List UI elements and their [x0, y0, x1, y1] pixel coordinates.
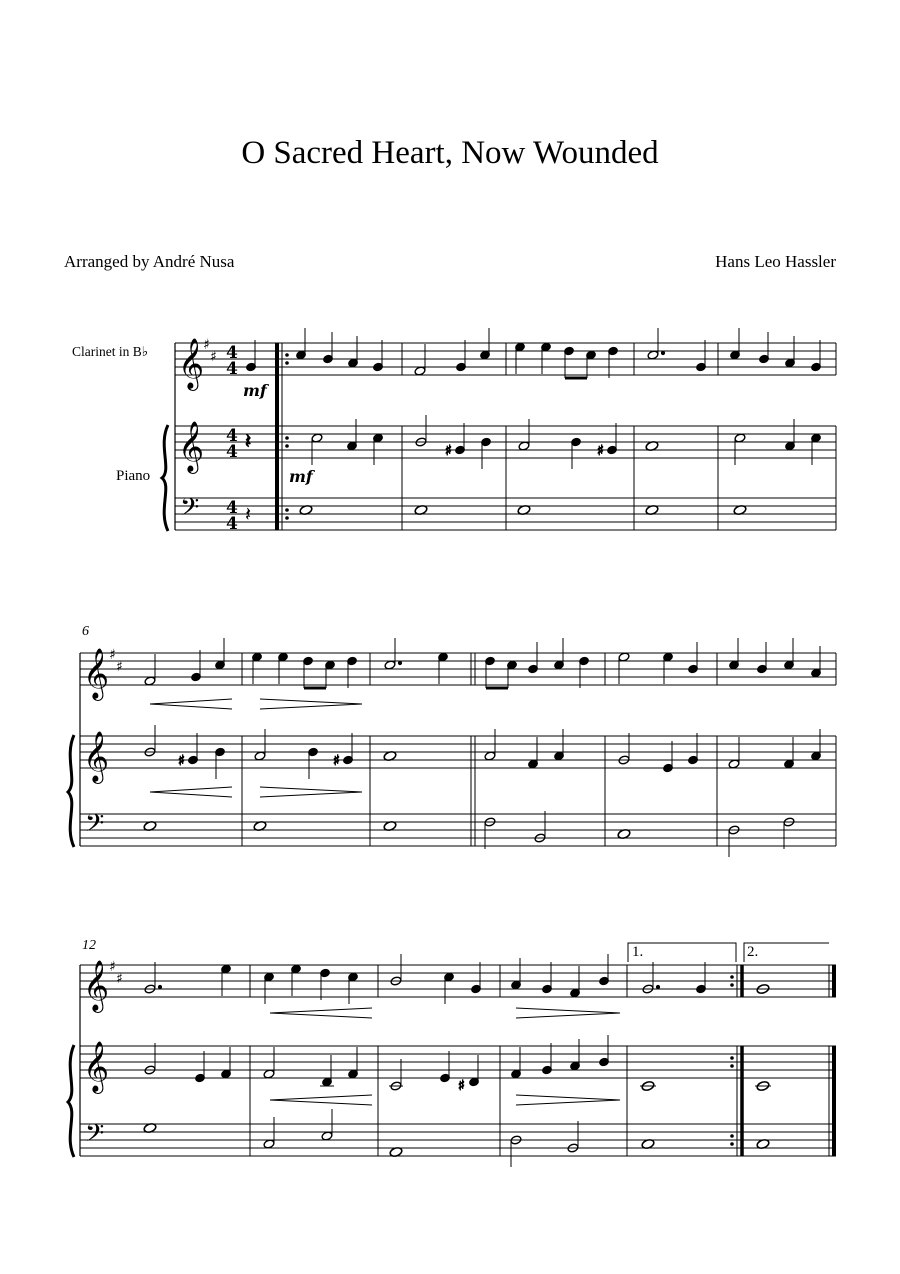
- clarinet-notes-system1: [246, 328, 822, 378]
- piano-bass-staff-system2: [80, 814, 836, 846]
- piano-treble-notes-system3: [144, 1035, 771, 1094]
- hairpins-system2: [150, 699, 362, 797]
- sharp-icon: ♯: [109, 647, 116, 663]
- arranger-credit: Arranged by André Nusa: [64, 252, 235, 271]
- bass-clef-icon: 𝄢: [180, 493, 200, 528]
- clarinet-staff-system3: [80, 965, 836, 997]
- time-signature-bottom: 4: [226, 442, 238, 462]
- piano-brace: [68, 1045, 74, 1157]
- piano-bass-notes-system2: [143, 811, 795, 857]
- svg-text:♯: ♯: [458, 1078, 465, 1094]
- dynamic-mf-clarinet: mf: [243, 381, 267, 400]
- hairpins-system3: [270, 1008, 620, 1105]
- svg-text:♯: ♯: [597, 443, 604, 459]
- sharp-icon: ♯: [210, 349, 217, 365]
- piano-bass-staff-system3: [80, 1124, 836, 1156]
- treble-clef-icon: 𝄞: [178, 421, 205, 472]
- time-signature-top: 4: [226, 343, 238, 363]
- sharp-icon: ♯: [109, 959, 116, 975]
- composer-credit: Hans Leo Hassler: [715, 252, 836, 271]
- volta-first-label: 1.: [632, 944, 644, 960]
- time-signature-top: 4: [226, 426, 238, 446]
- sharp-icon: ♯: [116, 659, 123, 675]
- measure-number-12: 12: [82, 938, 96, 953]
- bass-clef-icon: 𝄢: [85, 1119, 105, 1154]
- clarinet-notes-system2: [144, 638, 821, 688]
- bass-clef-icon: 𝄢: [85, 809, 105, 844]
- volta-second-label: 2.: [747, 944, 759, 960]
- volta-brackets: [628, 943, 829, 962]
- sharp-icon: ♯: [203, 337, 210, 353]
- sharp-icon: ♯: [116, 971, 123, 987]
- instrument-label-piano: Piano: [116, 468, 151, 484]
- svg-text:♯: ♯: [333, 753, 340, 769]
- quarter-rest-icon: 𝄽: [245, 429, 252, 453]
- measure-number-6: 6: [82, 624, 89, 639]
- time-signature-bottom: 4: [226, 359, 238, 379]
- score-title: O Sacred Heart, Now Wounded: [241, 135, 659, 171]
- time-signature-top: 4: [226, 498, 238, 518]
- quarter-rest-icon: 𝄽: [245, 502, 252, 526]
- piano-treble-staff-system3: [80, 1046, 836, 1078]
- piano-brace: [162, 425, 168, 531]
- treble-clef-icon: 𝄞: [83, 731, 110, 782]
- treble-clef-icon: 𝄞: [83, 648, 110, 699]
- piano-bass-notes-system3: [143, 1109, 770, 1167]
- time-signature-bottom: 4: [226, 514, 238, 534]
- svg-text:♯: ♯: [178, 753, 185, 769]
- dynamic-mf-piano: mf: [289, 467, 313, 486]
- treble-clef-icon: 𝄞: [83, 960, 110, 1011]
- repeat-end-dots: [730, 975, 734, 1146]
- instrument-label-clarinet: Clarinet in B♭: [72, 344, 149, 359]
- treble-clef-icon: 𝄞: [83, 1041, 110, 1092]
- treble-clef-icon: 𝄞: [178, 338, 205, 389]
- svg-text:♯: ♯: [445, 443, 452, 459]
- piano-brace: [68, 735, 74, 847]
